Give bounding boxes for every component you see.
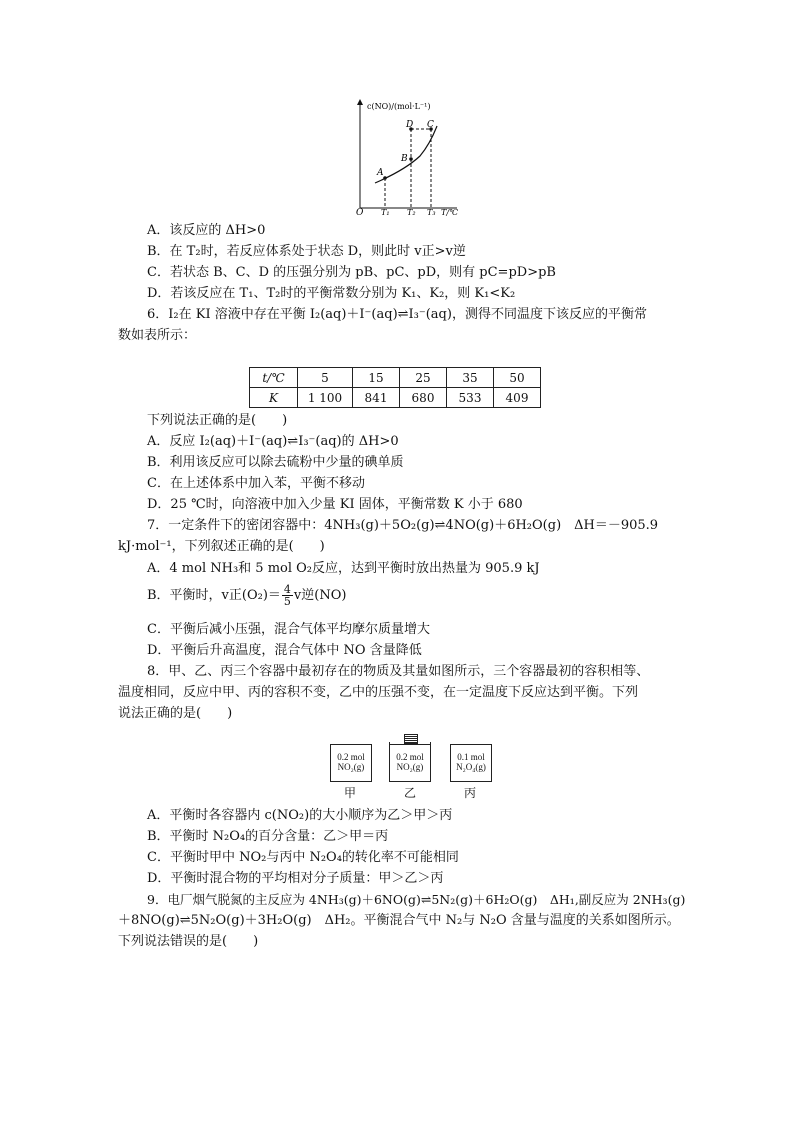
table-row-temperature bbox=[250, 368, 541, 388]
q6-option-b: B．利用该反应可以除去硫粉中少量的碘单质 bbox=[147, 455, 404, 470]
equilibrium-constant-table bbox=[249, 367, 541, 408]
label-b: B bbox=[401, 154, 408, 164]
q8-option-b: B．平衡时 N₂O₄的百分含量：乙＞甲＝丙 bbox=[147, 829, 389, 844]
q6-option-d: D．25 ℃时，向溶液中加入少量 KI 固体，平衡常数 K 小于 680 bbox=[147, 497, 523, 512]
container-amount: 0.1 mol bbox=[457, 752, 485, 762]
table-header-t: t/℃ bbox=[250, 368, 298, 388]
table-cell: 25 bbox=[400, 368, 447, 388]
table-cell: 841 bbox=[353, 388, 400, 408]
q9-stem-1: 9．电厂烟气脱氮的主反应为 4NH₃(g)＋6NO(g)⇌5N₂(g)＋6H₂O(g) ΔH₁,副反应为 2NH₃(g) bbox=[147, 892, 686, 907]
q8-option-a: A．平衡时各容器内 c(NO₂)的大小顺序为乙＞甲＞丙 bbox=[147, 808, 453, 823]
q7-option-b bbox=[147, 584, 346, 607]
q7-option-b-pre: B．平衡时，v正(O₂)＝ bbox=[147, 588, 281, 603]
point-a bbox=[383, 176, 387, 180]
q8-stem-1: 8．甲、乙、丙三个容器中最初存在的物质及其量如图所示，三个容器最初的容积相等、 bbox=[147, 664, 650, 679]
q6-option-c: C．在上述体系中加入苯，平衡不移动 bbox=[147, 476, 365, 491]
label-a: A bbox=[377, 168, 384, 178]
container-amount: 0.2 mol bbox=[337, 752, 365, 762]
q5-option-c: C．若状态 B、C、D 的压强分别为 pB、pC、pD，则有 pC=pD>pB bbox=[147, 265, 556, 280]
container-substance: NO₂(g) bbox=[337, 762, 365, 772]
q9-stem-3: 下列说法错误的是( ) bbox=[118, 934, 259, 949]
q9-stem-2: ＋8NO(g)⇌5N₂O(g)＋3H₂O(g) ΔH₂。平衡混合气中 N₂与 N₂O 含量与温度的关系如图所示。 bbox=[118, 913, 680, 928]
table-cell: 1 100 bbox=[298, 388, 353, 408]
container-jia bbox=[330, 744, 372, 782]
container-substance: NO₂(g) bbox=[396, 762, 424, 772]
table-cell: 15 bbox=[353, 368, 400, 388]
table-cell: 5 bbox=[298, 368, 353, 388]
table-cell: 680 bbox=[400, 388, 447, 408]
piston-rod-right bbox=[430, 742, 431, 746]
fraction-denominator: 5 bbox=[283, 595, 291, 608]
q8-stem-2: 温度相同，反应中甲、丙的容积不变，乙中的压强不变，在一定温度下反应达到平衡。下列 bbox=[118, 685, 639, 700]
q7-option-c: C．平衡后减小压强，混合气体平均摩尔质量增大 bbox=[147, 622, 430, 637]
graph-origin: O bbox=[356, 208, 364, 218]
piston bbox=[404, 734, 418, 744]
table-row-k bbox=[250, 388, 541, 408]
q6-stem-2: 数如表所示： bbox=[118, 328, 197, 343]
graph-ylabel: c(NO)/(mol·L⁻¹) bbox=[367, 102, 431, 111]
table-cell: 50 bbox=[494, 368, 541, 388]
label-c: C bbox=[427, 120, 434, 130]
q7-option-a: A．4 mol NH₃和 5 mol O₂反应，达到平衡时放出热量为 905.9 kJ bbox=[147, 561, 540, 576]
table-cell: 533 bbox=[447, 388, 494, 408]
q7-option-b-post: v逆(NO) bbox=[293, 588, 347, 603]
q7-stem-1: 7．一定条件下的密闭容器中：4NH₃(g)＋5O₂(g)⇌4NO(g)＋6H₂O(g) ΔH＝－905.9 bbox=[147, 518, 659, 533]
fraction-numerator: 4 bbox=[283, 583, 291, 596]
container-label-yi: 乙 bbox=[404, 786, 417, 800]
q5-option-b: B．在 T₂时，若反应体系处于状态 D，则此时 v正>v逆 bbox=[147, 244, 466, 259]
table-header-k: K bbox=[250, 388, 298, 408]
tick-t1: T₁ bbox=[381, 208, 390, 217]
q5-option-d: D．若该反应在 T₁、T₂时的平衡常数分别为 K₁、K₂，则 K₁<K₂ bbox=[147, 286, 516, 301]
container-label-jia: 甲 bbox=[344, 786, 357, 800]
container-amount: 0.2 mol bbox=[396, 752, 424, 762]
fraction-four-fifths bbox=[282, 584, 293, 607]
container-label-bing: 丙 bbox=[464, 786, 477, 800]
cno-temperature-graph bbox=[345, 98, 475, 218]
q7-stem-2: kJ·mol⁻¹，下列叙述正确的是( ) bbox=[118, 539, 325, 554]
label-d: D bbox=[406, 120, 414, 130]
container-substance: N₂O₄(g) bbox=[456, 762, 486, 772]
piston-rod-left bbox=[389, 742, 390, 746]
tick-t2: T₂ bbox=[407, 208, 416, 217]
tick-t3: T₃ bbox=[427, 208, 436, 217]
container-bing bbox=[450, 744, 492, 782]
q8-option-c: C．平衡时甲中 NO₂与丙中 N₂O₄的转化率不可能相同 bbox=[147, 850, 459, 865]
q7-option-d: D．平衡后升高温度，混合气体中 NO 含量降低 bbox=[147, 643, 422, 658]
table-cell: 35 bbox=[447, 368, 494, 388]
q8-stem-3: 说法正确的是( ) bbox=[118, 706, 233, 721]
q5-option-a: A．该反应的 ΔH>0 bbox=[147, 223, 266, 238]
graph-xlabel: T/℃ bbox=[441, 208, 458, 217]
q6-prompt: 下列说法正确的是( ) bbox=[147, 413, 288, 428]
table-cell: 409 bbox=[494, 388, 541, 408]
point-b bbox=[409, 157, 413, 161]
q6-stem-1: 6．I₂在 KI 溶液中存在平衡 I₂(aq)＋I⁻(aq)⇌I₃⁻(aq)，测得不同温度下该反应的平衡常 bbox=[147, 307, 647, 322]
q6-option-a: A．反应 I₂(aq)＋I⁻(aq)⇌I₃⁻(aq)的 ΔH>0 bbox=[147, 434, 399, 449]
container-yi bbox=[389, 744, 431, 782]
q8-option-d: D．平衡时混合物的平均相对分子质量：甲＞乙＞丙 bbox=[147, 871, 444, 886]
